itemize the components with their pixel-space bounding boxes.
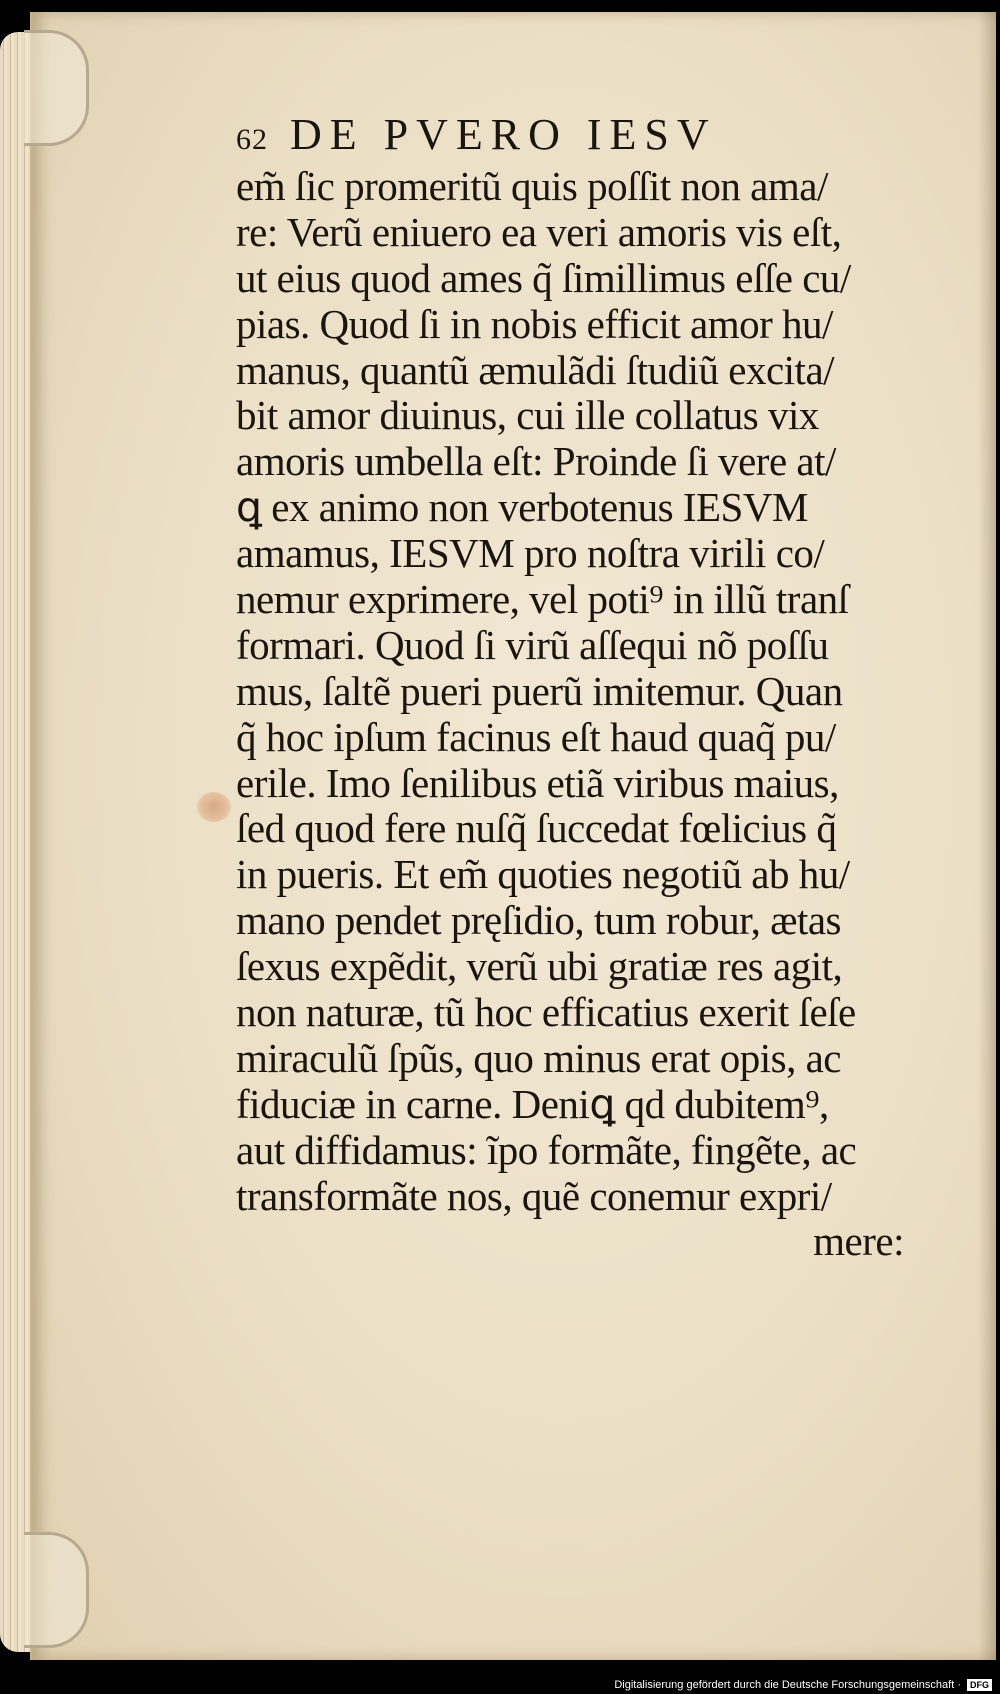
text-line: non naturæ, tũ hoc efficatius exerit ſeſe bbox=[236, 989, 856, 1036]
text-line: transformãte nos, quẽ conemur expri/ bbox=[236, 1172, 832, 1219]
text-line: mus, ſaltẽ pueri puerũ imitemur. Quan bbox=[236, 667, 843, 714]
footer-text: Digitalisierung gefördert durch die Deutsche Forschungsgemeinschaft · bbox=[614, 1679, 961, 1691]
text-line: em̃ ſic promeritũ quis poſſit non ama/ bbox=[236, 163, 828, 209]
text-line: ſexus expẽdit, verũ ubi gratiæ res agit, bbox=[236, 943, 843, 990]
text-line: miraculũ ſpũs, quo minus erat opis, ac bbox=[236, 1034, 841, 1081]
text-line: nemur exprimere, vel poti⁹ in illũ tranſ bbox=[236, 576, 849, 623]
text-line: formari. Quod ſi virũ aſſequi nõ poſſu bbox=[236, 621, 829, 668]
text-line: re: Verũ eniuero ea veri amoris vis eſt, bbox=[236, 208, 842, 255]
text-line: ſed quod fere nuſq̃ ſuccedat fœlicius q̃ bbox=[236, 805, 837, 852]
text-line: fiduciæ in carne. Deniꝗ qd dubitem⁹, bbox=[236, 1080, 829, 1127]
page-text bbox=[236, 108, 956, 1265]
book-clip-top bbox=[24, 30, 89, 146]
text-line: bit amor diuinus, cui ille collatus vix bbox=[236, 392, 819, 439]
running-title: DE PVERO IESV bbox=[290, 110, 717, 159]
text-line: amamus, IESVM pro noſtra virili co/ bbox=[236, 530, 825, 577]
funding-footer bbox=[0, 1676, 1000, 1694]
text-line: ut eius quod ames q̃ ſimillimus eſſe cu/ bbox=[236, 254, 851, 301]
text-line: manus, quantũ æmulãdi ſtudiũ excita/ bbox=[236, 346, 835, 393]
running-head bbox=[236, 108, 956, 162]
text-line: in pueris. Et em̃ quoties negotiũ ab hu/ bbox=[236, 851, 850, 898]
text-line: ꝗ ex animo non verbotenus IESVM bbox=[236, 484, 808, 531]
text-line-catchword: mere: bbox=[813, 1218, 904, 1265]
book-clip-bottom bbox=[24, 1532, 89, 1648]
text-line: aut diffidamus: ĩpo formãte, fingẽte, ac bbox=[236, 1126, 857, 1173]
page-number: 62 bbox=[236, 123, 268, 156]
dfg-logo-icon: DFG bbox=[967, 1679, 992, 1691]
text-line: q̃ hoc ipſum facinus eſt haud quaq̃ pu/ bbox=[236, 713, 836, 760]
text-line: amoris umbella eſt: Proinde ſi vere at/ bbox=[236, 438, 836, 485]
text-line: mano pendet pręſidio, tum robur, ætas bbox=[236, 897, 841, 944]
text-line: erile. Imo ſenilibus etiã viribus maius, bbox=[236, 759, 839, 806]
paper-stain bbox=[197, 792, 231, 822]
page-fold-shadow bbox=[978, 12, 996, 1660]
text-line: pias. Quod ſi in nobis efficit amor hu/ bbox=[236, 300, 833, 347]
